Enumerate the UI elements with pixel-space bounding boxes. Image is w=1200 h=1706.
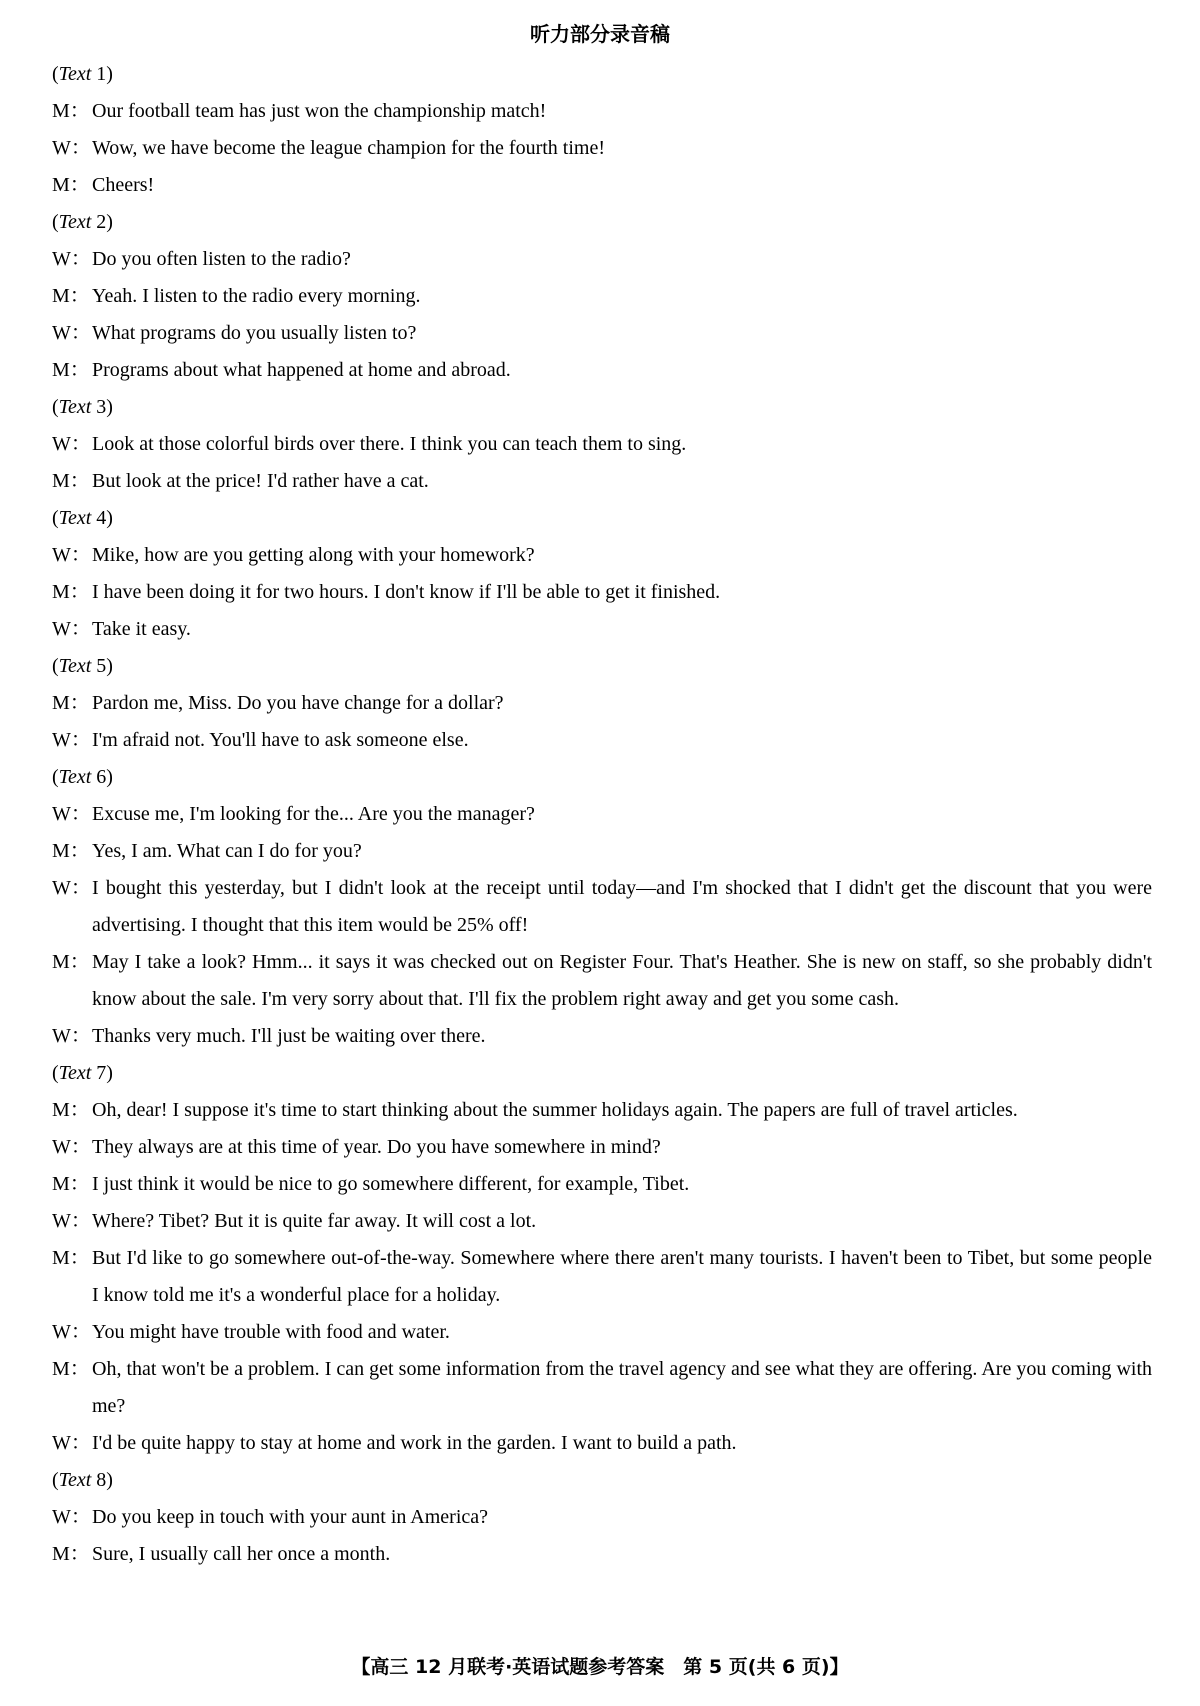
dialogue-line — [52, 1203, 1152, 1240]
heading-paren: ( — [52, 211, 59, 233]
speaker-label: W： — [52, 433, 91, 455]
dialogue-text: You might have trouble with food and water. — [92, 1321, 450, 1343]
dialogue-text: I bought this yesterday, but I didn't look at the receipt until today—and I'm shocked that I didn't get the discount that you were advertising. I thought that this item would be 25% off! — [92, 877, 1152, 936]
heading-paren: ( — [52, 63, 59, 85]
dialogue-line — [52, 574, 1152, 611]
dialogue-text: I'd be quite happy to stay at home and work in the garden. I want to build a path. — [92, 1432, 737, 1454]
text-section — [52, 500, 1152, 648]
heading-number: 1) — [91, 63, 113, 85]
speaker-label: M： — [52, 840, 90, 862]
dialogue-text: But look at the price! I'd rather have a cat. — [92, 470, 429, 492]
heading-number: 8) — [91, 1469, 113, 1491]
section-heading — [52, 759, 1152, 796]
heading-number: 4) — [91, 507, 113, 529]
speaker-label: W： — [52, 1210, 91, 1232]
dialogue-line — [52, 796, 1152, 833]
dialogue-line — [52, 1092, 1152, 1129]
dialogue-line — [52, 685, 1152, 722]
dialogue-line — [52, 1129, 1152, 1166]
heading-number: 3) — [91, 396, 113, 418]
dialogue-text: Take it easy. — [92, 618, 191, 640]
speaker-label: W： — [52, 729, 91, 751]
dialogue-text: Do you often listen to the radio? — [92, 248, 351, 270]
heading-paren: ( — [52, 1469, 59, 1491]
dialogue-line — [52, 1499, 1152, 1536]
speaker-label: W： — [52, 544, 91, 566]
heading-number: 6) — [91, 766, 113, 788]
speaker-label: M： — [52, 1543, 90, 1565]
dialogue-text: Yeah. I listen to the radio every morning. — [92, 285, 421, 307]
text-section — [52, 204, 1152, 389]
dialogue-text: I'm afraid not. You'll have to ask someone else. — [92, 729, 469, 751]
speaker-label: W： — [52, 1506, 91, 1528]
dialogue-line — [52, 463, 1152, 500]
dialogue-line — [52, 130, 1152, 167]
speaker-label: M： — [52, 1247, 90, 1269]
dialogue-text: Yes, I am. What can I do for you? — [92, 840, 362, 862]
section-heading — [52, 204, 1152, 241]
speaker-label: M： — [52, 470, 90, 492]
section-heading — [52, 56, 1152, 93]
dialogue-line — [52, 611, 1152, 648]
dialogue-text: Look at those colorful birds over there. I think you can teach them to sing. — [92, 433, 687, 455]
section-heading — [52, 500, 1152, 537]
section-heading — [52, 648, 1152, 685]
text-section — [52, 1462, 1152, 1573]
dialogue-text: What programs do you usually listen to? — [92, 322, 417, 344]
speaker-label: M： — [52, 1358, 90, 1380]
speaker-label: W： — [52, 1321, 91, 1343]
dialogue-line — [52, 1351, 1152, 1425]
dialogue-text: May I take a look? Hmm... it says it was checked out on Register Four. That's Heather. She is new on staff, so she probably didn't know about the sale. I'm very sorry about that. I'll fix the problem right away and get you some cash. — [92, 951, 1152, 1010]
speaker-label: M： — [52, 951, 90, 973]
heading-label: Text — [58, 766, 92, 788]
dialogue-text: Excuse me, I'm looking for the... Are you the manager? — [92, 803, 535, 825]
dialogue-line — [52, 1018, 1152, 1055]
dialogue-text: Cheers! — [92, 174, 155, 196]
dialogue-line — [52, 1166, 1152, 1203]
dialogue-text: Programs about what happened at home and abroad. — [92, 359, 511, 381]
dialogue-line — [52, 1425, 1152, 1462]
dialogue-text: Our football team has just won the championship match! — [92, 100, 547, 122]
heading-label: Text — [58, 396, 92, 418]
speaker-label: W： — [52, 618, 91, 640]
page-title: 听力部分录音稿 — [530, 22, 670, 46]
transcript-body — [52, 56, 1152, 1573]
dialogue-text: Oh, dear! I suppose it's time to start thinking about the summer holidays again. The papers are full of travel articles. — [92, 1099, 1018, 1121]
dialogue-line — [52, 833, 1152, 870]
dialogue-text: Pardon me, Miss. Do you have change for a dollar? — [92, 692, 504, 714]
speaker-label: W： — [52, 1432, 91, 1454]
text-section — [52, 1055, 1152, 1462]
dialogue-text: I just think it would be nice to go somewhere different, for example, Tibet. — [92, 1173, 690, 1195]
speaker-label: M： — [52, 285, 90, 307]
dialogue-line — [52, 1240, 1152, 1314]
heading-paren: ( — [52, 655, 59, 677]
speaker-label: M： — [52, 359, 90, 381]
section-heading — [52, 1055, 1152, 1092]
dialogue-text: I have been doing it for two hours. I don't know if I'll be able to get it finished. — [92, 581, 721, 603]
heading-paren: ( — [52, 396, 59, 418]
dialogue-line — [52, 1314, 1152, 1351]
speaker-label: M： — [52, 1099, 90, 1121]
speaker-label: M： — [52, 174, 90, 196]
speaker-label: W： — [52, 248, 91, 270]
speaker-label: W： — [52, 877, 91, 899]
dialogue-line — [52, 278, 1152, 315]
heading-number: 5) — [91, 655, 113, 677]
dialogue-line — [52, 315, 1152, 352]
heading-paren: ( — [52, 766, 59, 788]
speaker-label: W： — [52, 1025, 91, 1047]
speaker-label: W： — [52, 137, 91, 159]
dialogue-line — [52, 352, 1152, 389]
dialogue-line — [52, 426, 1152, 463]
heading-label: Text — [58, 655, 92, 677]
page-footer: 【高三 12 月联考·英语试题参考答案 第 5 页(共 6 页)】 — [351, 1656, 849, 1678]
dialogue-line — [52, 537, 1152, 574]
heading-label: Text — [58, 1062, 92, 1084]
dialogue-text: They always are at this time of year. Do you have somewhere in mind? — [92, 1136, 661, 1158]
heading-label: Text — [58, 211, 92, 233]
dialogue-line — [52, 870, 1152, 944]
speaker-label: W： — [52, 322, 91, 344]
dialogue-line — [52, 93, 1152, 130]
dialogue-text: Sure, I usually call her once a month. — [92, 1543, 391, 1565]
heading-label: Text — [58, 507, 92, 529]
speaker-label: M： — [52, 581, 90, 603]
heading-paren: ( — [52, 507, 59, 529]
dialogue-text: But I'd like to go somewhere out-of-the-way. Somewhere where there aren't many tourists. I haven't been to Tibet, but some people I know told me it's a wonderful place for a holiday. — [92, 1247, 1152, 1306]
speaker-label: W： — [52, 803, 91, 825]
dialogue-text: Where? Tibet? But it is quite far away. It will cost a lot. — [92, 1210, 537, 1232]
text-section — [52, 648, 1152, 759]
speaker-label: W： — [52, 1136, 91, 1158]
text-section — [52, 759, 1152, 1055]
dialogue-text: Oh, that won't be a problem. I can get some information from the travel agency and see what they are offering. Are you coming with me? — [92, 1358, 1152, 1417]
dialogue-line — [52, 944, 1152, 1018]
text-section — [52, 56, 1152, 204]
heading-paren: ( — [52, 1062, 59, 1084]
heading-label: Text — [58, 1469, 92, 1491]
dialogue-text: Do you keep in touch with your aunt in America? — [92, 1506, 489, 1528]
heading-number: 2) — [91, 211, 113, 233]
heading-number: 7) — [91, 1062, 113, 1084]
dialogue-line — [52, 1536, 1152, 1573]
speaker-label: M： — [52, 100, 90, 122]
speaker-label: M： — [52, 1173, 90, 1195]
dialogue-text: Wow, we have become the league champion for the fourth time! — [92, 137, 606, 159]
dialogue-line — [52, 722, 1152, 759]
heading-label: Text — [58, 63, 92, 85]
text-section — [52, 389, 1152, 500]
dialogue-text: Thanks very much. I'll just be waiting over there. — [92, 1025, 486, 1047]
dialogue-line — [52, 241, 1152, 278]
section-heading — [52, 389, 1152, 426]
dialogue-line — [52, 167, 1152, 204]
speaker-label: M： — [52, 692, 90, 714]
dialogue-text: Mike, how are you getting along with your homework? — [92, 544, 535, 566]
section-heading — [52, 1462, 1152, 1499]
